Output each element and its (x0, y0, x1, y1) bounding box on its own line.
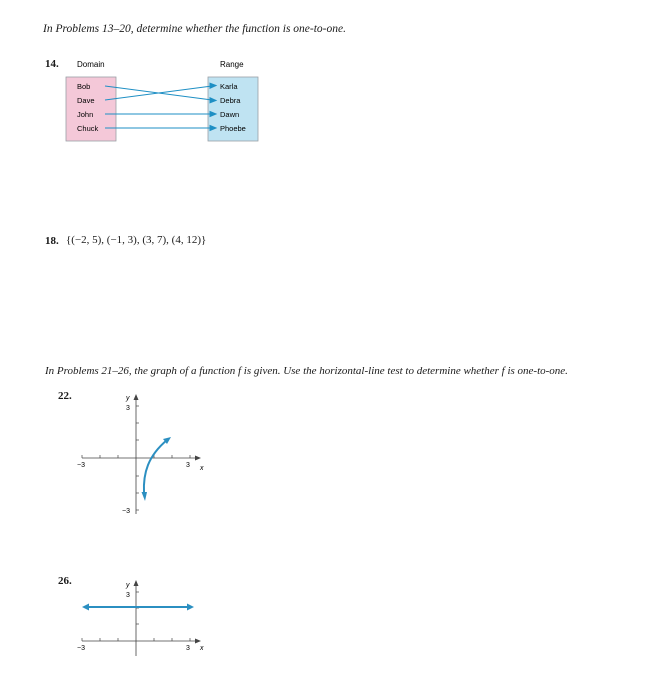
range-item-debra: Debra (220, 96, 241, 105)
curve-end-arrow-down-icon (142, 492, 148, 501)
domain-item-bob: Bob (77, 82, 91, 91)
domain-item-chuck: Chuck (77, 124, 99, 133)
x-max-label: 3 (186, 645, 190, 652)
section-intro-13-20: In Problems 13–20, determine whether the function is one-to-one. (43, 23, 346, 35)
x-axis-arrow-icon (195, 639, 201, 644)
y-axis-arrow-icon (134, 580, 139, 586)
x-axis-label: x (200, 645, 204, 652)
line-arrow-left-icon (82, 604, 89, 611)
x-max-label: 3 (186, 462, 190, 469)
problem-18-number: 18. (45, 235, 59, 247)
y-max-label: 3 (126, 592, 130, 599)
graph-problem-22 (60, 388, 220, 523)
range-item-karla: Karla (220, 82, 238, 91)
range-header: Range (220, 60, 244, 69)
section-intro-21-26: In Problems 21–26, the graph of a function f is given. Use the horizontal-line test to determine whether f is one-to-one. (45, 365, 568, 377)
problem-22-number: 22. (58, 390, 72, 402)
range-item-phoebe: Phoebe (220, 124, 246, 133)
problem-18-set: {(−2, 5), (−1, 3), (3, 7), (4, 12)} (66, 234, 207, 246)
y-axis-label: y (126, 582, 130, 589)
x-min-label: −3 (77, 462, 85, 469)
function-curve-22 (144, 440, 167, 493)
y-min-label: −3 (122, 508, 130, 515)
y-axis-arrow-icon (134, 394, 139, 400)
graph-problem-26 (60, 578, 220, 658)
range-item-dawn: Dawn (220, 110, 240, 119)
x-axis-arrow-icon (195, 456, 201, 461)
y-axis-label: y (126, 395, 130, 402)
x-axis-label: x (200, 465, 204, 472)
domain-header: Domain (77, 60, 105, 69)
x-min-label: −3 (77, 645, 85, 652)
problem-26-number: 26. (58, 575, 72, 587)
y-max-label: 3 (126, 405, 130, 412)
line-arrow-right-icon (187, 604, 194, 611)
domain-range-mapping-diagram (60, 55, 270, 150)
domain-item-john: John (77, 110, 94, 119)
problem-14-number: 14. (45, 58, 59, 70)
domain-item-dave: Dave (77, 96, 95, 105)
